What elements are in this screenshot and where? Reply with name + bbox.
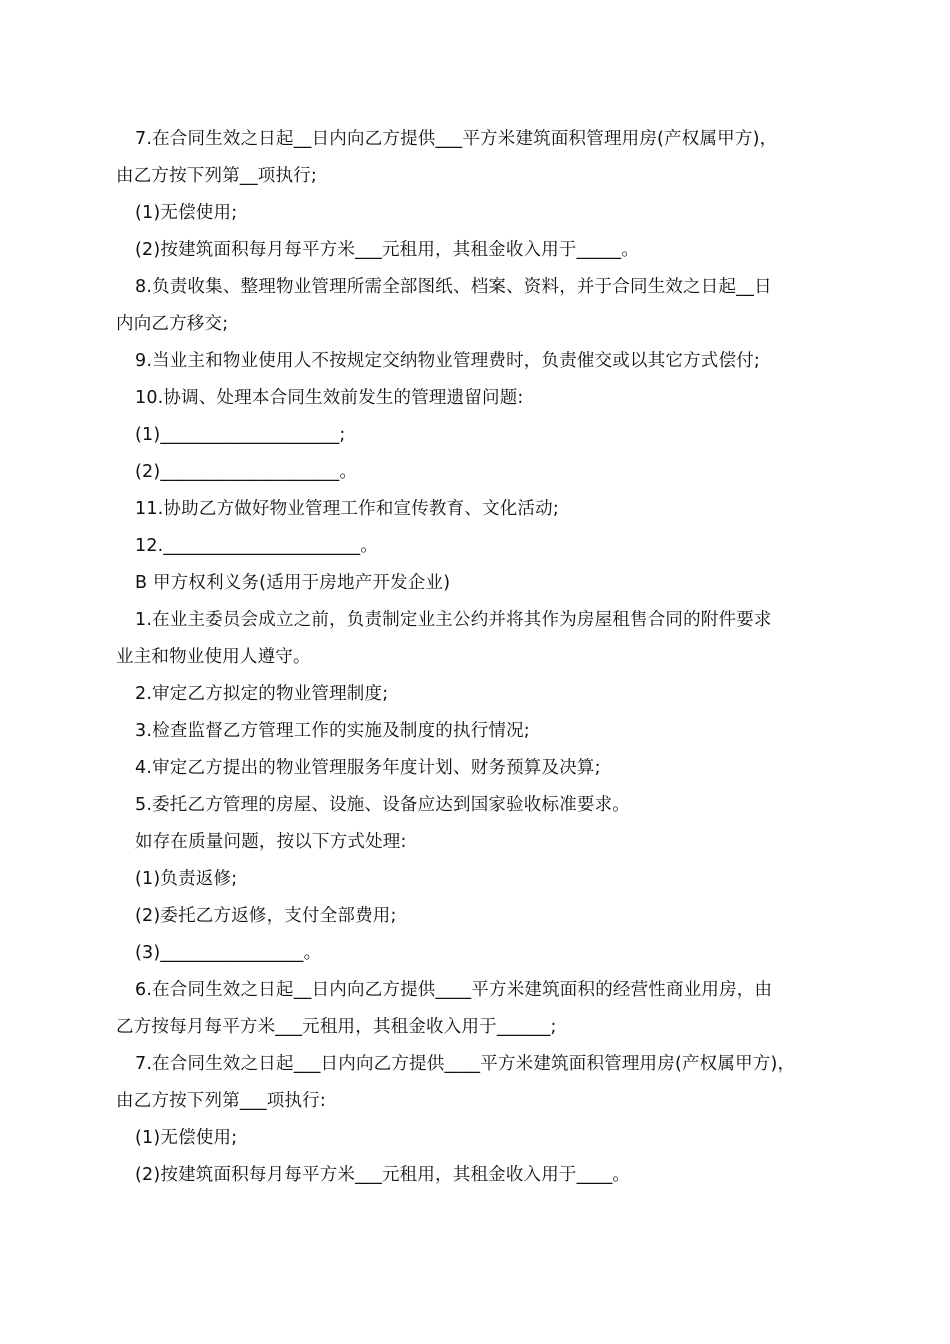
text-line: 9.当业主和物业使用人不按规定交纳物业管理费时，负责催交或以其它方式偿付; — [135, 351, 760, 371]
text-line: (2)按建筑面积每月每平方米___元租用，其租金收入用于____。 — [135, 1165, 631, 1185]
text-line: (1)负责返修; — [135, 869, 238, 889]
section-heading: B 甲方权利义务(适用于房地产开发企业) — [135, 573, 451, 593]
text-line: 由乙方按下列第__项执行; — [116, 166, 317, 186]
text-line: 业主和物业使用人遵守。 — [116, 647, 311, 667]
text-line: 10.协调、处理本合同生效前发生的管理遗留问题: — [135, 388, 524, 408]
document-body — [116, 121, 844, 1194]
text-line: 由乙方按下列第___项执行: — [116, 1091, 326, 1111]
text-line: 7.在合同生效之日起__日内向乙方提供___平方米建筑面积管理用房(产权属甲方)， — [135, 129, 778, 149]
text-line: 11.协助乙方做好物业管理工作和宣传教育、文化活动; — [135, 499, 559, 519]
text-line: 2.审定乙方拟定的物业管理制度; — [135, 684, 389, 704]
text-line: 5.委托乙方管理的房屋、设施、设备应达到国家验收标准要求。 — [135, 795, 630, 815]
text-line: (2)____________________。 — [135, 462, 358, 482]
text-line: 乙方按每月每平方米___元租用，其租金收入用于______; — [116, 1017, 557, 1037]
text-line: 12.______________________。 — [135, 536, 379, 556]
text-line: (1)无偿使用; — [135, 203, 238, 223]
text-line: 3.检查监督乙方管理工作的实施及制度的执行情况; — [135, 721, 530, 741]
text-line: 8.负责收集、整理物业管理所需全部图纸、档案、资料，并于合同生效之日起__日 — [135, 277, 772, 297]
text-line: (1)无偿使用; — [135, 1128, 238, 1148]
text-line: 4.审定乙方提出的物业管理服务年度计划、财务预算及决算; — [135, 758, 601, 778]
text-line: (2)委托乙方返修，支付全部费用; — [135, 906, 397, 926]
text-line: 如存在质量问题，按以下方式处理: — [135, 832, 407, 852]
text-line: 7.在合同生效之日起___日内向乙方提供____平方米建筑面积管理用房(产权属甲方)， — [135, 1054, 796, 1074]
text-line: (3)________________。 — [135, 943, 322, 963]
text-line: 内向乙方移交; — [116, 314, 229, 334]
text-line: (2)按建筑面积每月每平方米___元租用，其租金收入用于_____。 — [135, 240, 640, 260]
text-line: 6.在合同生效之日起__日内向乙方提供____平方米建筑面积的经营性商业用房，由 — [135, 980, 773, 1000]
text-line: 1.在业主委员会成立之前，负责制定业主公约并将其作为房屋租售合同的附件要求 — [135, 610, 772, 630]
text-line: (1)____________________; — [135, 425, 346, 445]
